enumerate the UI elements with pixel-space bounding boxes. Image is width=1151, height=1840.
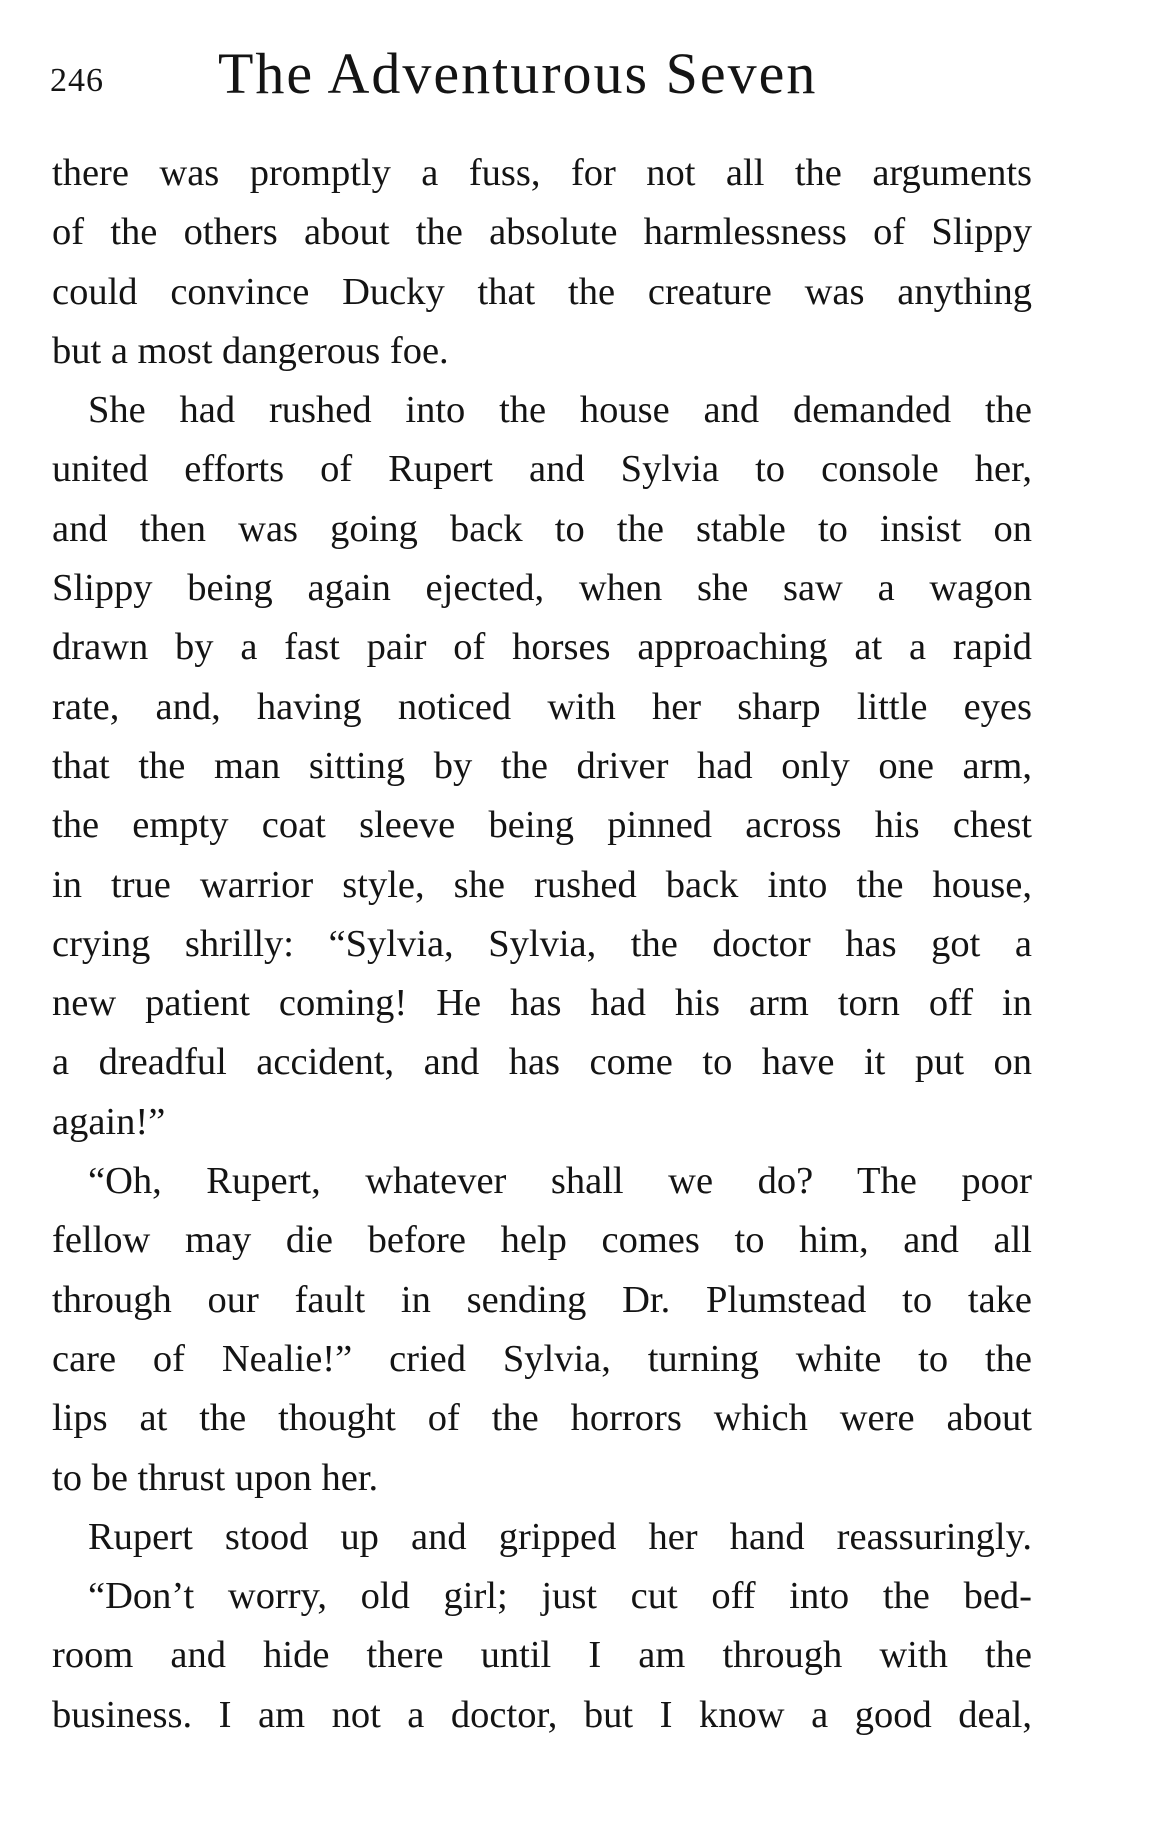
text-line: that the man sitting by the driver had only one arm,	[52, 744, 1032, 787]
text-line: united efforts of Rupert and Sylvia to console her,	[52, 448, 1032, 491]
text-line: there was promptly a fuss, for not all the arguments	[52, 152, 1032, 194]
text-line: again!”	[52, 1100, 166, 1143]
running-header	[50, 40, 1050, 120]
text-line: to be thrust upon her.	[52, 1456, 379, 1499]
text-line: lips at the thought of the horrors which were about	[52, 1397, 1032, 1440]
text-line: and then was going back to the stable to insist on	[52, 507, 1032, 550]
text-line: new patient coming! He has had his arm torn off in	[52, 982, 1032, 1025]
body-text	[52, 144, 1032, 1745]
page-number: 246	[50, 62, 104, 99]
text-line: the empty coat sleeve being pinned across his chest	[52, 804, 1032, 847]
text-line: business. I am not a doctor, but I know a good deal,	[52, 1693, 1032, 1736]
text-line: care of Nealie!” cried Sylvia, turning white to the	[52, 1337, 1032, 1380]
text-line: Slippy being again ejected, when she saw a wagon	[52, 567, 1032, 610]
text-line: drawn by a fast pair of horses approaching at a rapid	[52, 626, 1032, 669]
text-line: “Oh, Rupert, whatever shall we do? The poor	[88, 1160, 1032, 1203]
text-line: through our fault in sending Dr. Plumstead to take	[52, 1278, 1032, 1321]
text-line: in true warrior style, she rushed back into the house,	[52, 863, 1032, 906]
text-line: but a most dangerous foe.	[52, 329, 449, 372]
text-line: could convince Ducky that the creature was anything	[52, 270, 1032, 313]
text-line: She had rushed into the house and demanded the	[88, 389, 1032, 432]
text-line: rate, and, having noticed with her sharp little eyes	[52, 685, 1032, 728]
running-title: The Adventurous Seven	[218, 41, 818, 106]
text-line: of the others about the absolute harmlessness of Slippy	[52, 211, 1032, 254]
text-line: Rupert stood up and gripped her hand reassuringly.	[88, 1515, 1032, 1558]
text-line: a dreadful accident, and has come to have it put on	[52, 1041, 1032, 1084]
text-line: “Don’t worry, old girl; just cut off into the bed-	[88, 1575, 1032, 1618]
text-line: fellow may die before help comes to him, and all	[52, 1219, 1032, 1262]
text-line: crying shrilly: “Sylvia, Sylvia, the doctor has got a	[52, 922, 1032, 965]
text-line: room and hide there until I am through with the	[52, 1634, 1032, 1677]
